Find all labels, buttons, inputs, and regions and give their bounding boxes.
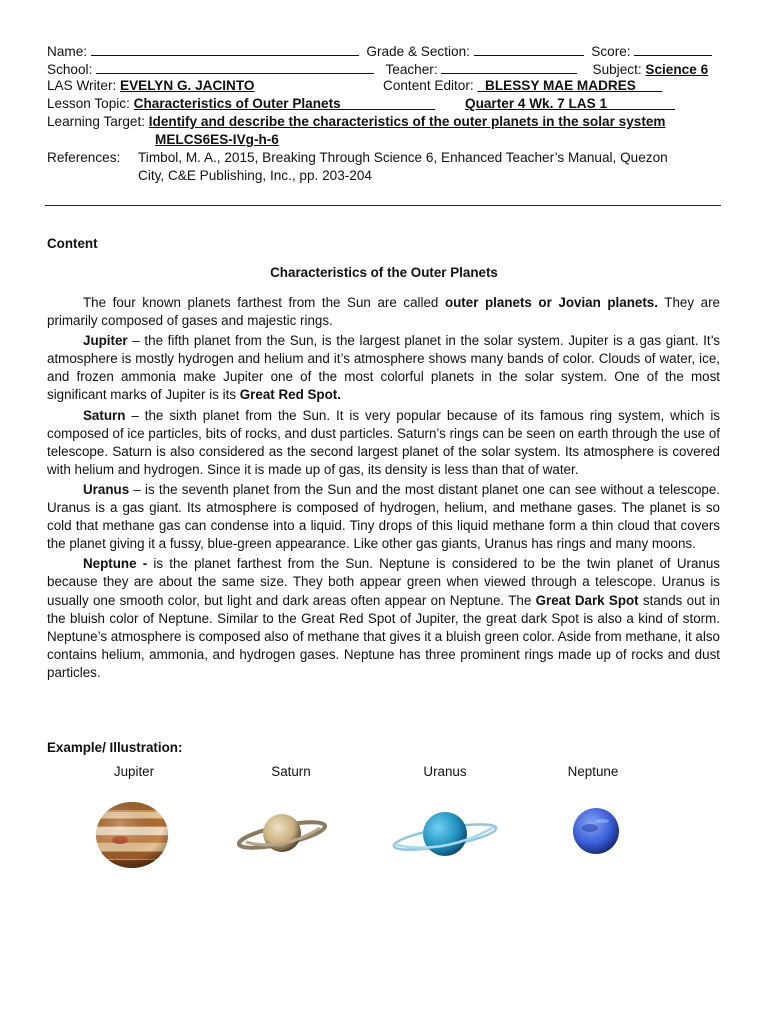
target-line	[47, 114, 666, 129]
uranus-paragraph	[47, 481, 720, 553]
school-line	[47, 61, 708, 77]
jupiter-text: – the fifth planet from the Sun, is the largest planet in the solar system. Jupiter is a gas giant. It’s atmosphere is mostly hydrogen and helium and it’s atmosphere shows many bands of color. Clouds of water, ice, and frozen ammonia make Jupiter one of the most colorful planets in the solar system. One of the most significant marks of Jupiter is its	[47, 333, 720, 403]
writer-value: EVELYN G. JACINTO	[120, 78, 255, 93]
target-label: Learning Target:	[47, 114, 145, 129]
uranus-heading: Uranus	[83, 481, 130, 497]
header-divider	[45, 205, 721, 206]
neptune-text-end: stands out in the bluish color of Neptune. Similar to the Great Red Spot of Jupiter, the great dark Spot is also a kind of storm. Neptune’s atmosphere is composed also of methane that gives it a bluish green color. Aside from methane, it also contains helium, ammonia, and hydrogen gases. Neptune has three prominent rings made up of rocks and dust particles.	[47, 592, 720, 680]
references-label: References:	[47, 150, 121, 165]
quarter-line	[465, 96, 675, 111]
jupiter-image	[92, 800, 172, 870]
score-label: Score:	[591, 44, 631, 59]
neptune-paragraph	[47, 555, 720, 682]
score-blank[interactable]	[634, 43, 712, 56]
great-red-spot-term: Great Red Spot.	[239, 387, 341, 403]
target-value: Identify and describe the characteristics of the outer planets in the solar system	[148, 114, 666, 129]
topic-line	[47, 96, 435, 111]
name-blank[interactable]	[91, 43, 359, 56]
jupiter-heading: Jupiter	[83, 333, 128, 349]
topic-value: Characteristics of Outer Planets	[133, 96, 341, 111]
school-blank[interactable]	[96, 61, 374, 74]
melc-value: MELCS6ES-IVg-h-6	[155, 132, 279, 147]
jupiter-caption: Jupiter	[113, 764, 155, 779]
saturn-caption: Saturn	[271, 764, 311, 779]
teacher-label: Teacher:	[385, 62, 438, 77]
uranus-caption: Uranus	[423, 764, 467, 779]
jupiter-paragraph	[47, 332, 720, 404]
section-title: Characteristics of the Outer Planets	[270, 265, 498, 280]
neptune-image	[570, 806, 622, 856]
saturn-paragraph	[47, 407, 720, 479]
uranus-text: – is the seventh planet from the Sun and the most distant planet one can see without a telescope. Uranus is a gas giant. Its atmosphere is composed of hydrogen, helium, and methane gases. The planet is so cold that methane gas can condense into a liquid. Tiny drops of this liquid methane form a thin cloud that covers the planet giving it a fussy, blue-green appearance. Like other gas giants, Uranus has rings and many moons.	[47, 481, 720, 552]
school-label: School:	[47, 62, 93, 77]
subject-label: Subject:	[592, 62, 642, 77]
subject-value: Science 6	[645, 62, 709, 77]
neptune-text: is the planet farthest from the Sun. Neptune is considered to be the twin planet of Uranus because they are about the same size. They both appear green when viewed through a telescope. Uranus is usually one smooth color, but light and dark areas often appear on Neptune. The	[47, 556, 720, 608]
saturn-heading: Saturn	[83, 407, 126, 423]
editor-value: _BLESSY MAE MADRES	[477, 78, 636, 93]
writer-line	[47, 78, 255, 93]
editor-line	[383, 78, 662, 93]
editor-label: Content Editor:	[383, 78, 474, 93]
lesson-body	[47, 294, 720, 684]
grade-blank[interactable]	[474, 43, 584, 56]
intro-term: outer planets or Jovian planets.	[444, 295, 658, 310]
writer-label: LAS Writer:	[47, 78, 117, 93]
uranus-image	[390, 805, 500, 863]
intro-text: The four known planets farthest from the Sun are called	[83, 295, 445, 310]
neptune-heading: Neptune -	[83, 556, 148, 572]
teacher-blank[interactable]	[441, 61, 577, 74]
intro-text-end: They are primarily composed of gases and majestic rings.	[47, 295, 720, 329]
great-dark-spot-term: Great Dark Spot	[535, 592, 639, 608]
illustration-label: Example/ Illustration:	[47, 740, 183, 755]
topic-label: Lesson Topic:	[47, 96, 130, 111]
name-label: Name:	[47, 44, 88, 59]
name-line	[47, 43, 712, 59]
saturn-image	[236, 808, 328, 858]
content-label: Content	[47, 236, 98, 251]
quarter-value: Quarter 4 Wk. 7 LAS 1	[465, 96, 608, 111]
saturn-text: – the sixth planet from the Sun. It is very popular because of its famous ring system, which is composed of ice particles, bits of rocks, and dust particles. Saturn’s rings can be seen on earth through the use of telescope. Saturn is also considered as the second largest planet of the solar system. Its atmosphere is covered with helium and hydrogen. Since it is made up of gas, its density is less than that of water.	[47, 407, 720, 477]
references-line-1: Timbol, M. A., 2015, Breaking Through Science 6, Enhanced Teacher’s Manual, Quezon	[138, 150, 668, 165]
neptune-caption: Neptune	[567, 764, 619, 779]
melc-line	[155, 132, 279, 147]
intro-paragraph	[47, 294, 720, 330]
references-line-2: City, C&E Publishing, Inc., pp. 203-204	[138, 168, 372, 183]
grade-label: Grade & Section:	[366, 44, 470, 59]
